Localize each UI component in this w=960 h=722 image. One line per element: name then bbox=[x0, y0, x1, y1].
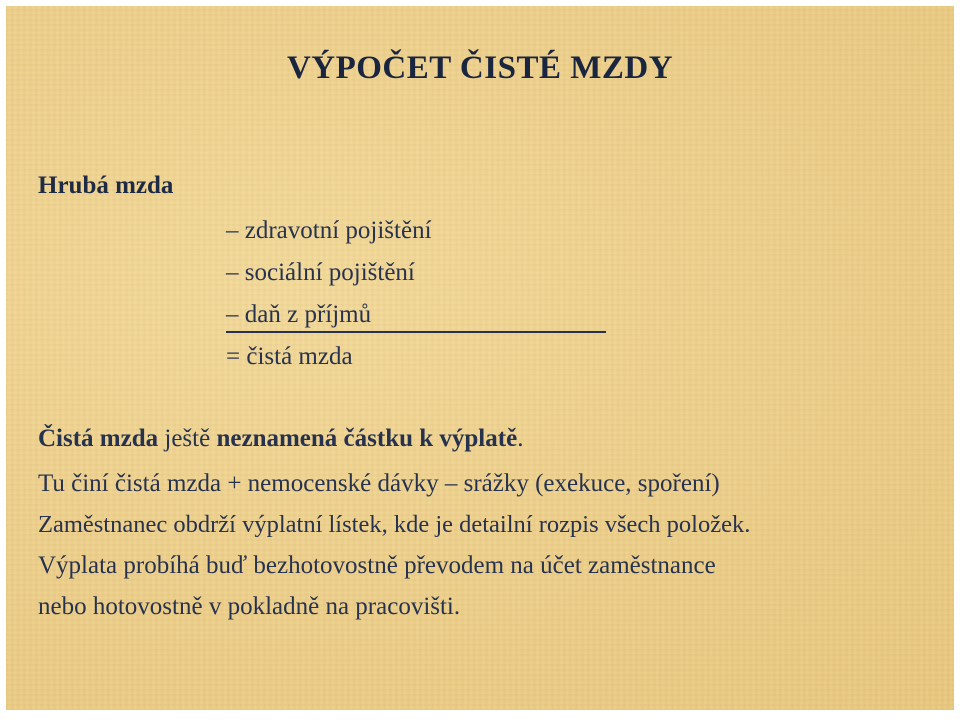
slide bbox=[6, 6, 954, 710]
slide-title: VÝPOČET ČISTÉ MZDY bbox=[286, 50, 674, 86]
note-not-payout: neznamená částku k výplatě bbox=[216, 425, 518, 452]
text-line-payslip: Zaměstnanec obdrží výplatní lístek, kde je detailní rozpis všech položek. bbox=[38, 511, 751, 538]
deduction-health-insurance: – zdravotní pojištění bbox=[226, 217, 432, 244]
note-period: . bbox=[517, 425, 524, 452]
gross-wage-label: Hrubá mzda bbox=[38, 172, 174, 199]
net-wage-result: = čistá mzda bbox=[226, 343, 353, 370]
deduction-social-insurance: – sociální pojištění bbox=[226, 259, 415, 286]
note-net-wage: Čistá mzda bbox=[38, 425, 159, 452]
text-line-payment-method: Výplata probíhá buď bezhotovostně převodem na účet zaměstnance bbox=[38, 552, 716, 579]
net-wage-note bbox=[38, 425, 523, 453]
note-still: ještě bbox=[158, 425, 217, 452]
deduction-income-tax: – daň z příjmů bbox=[226, 301, 606, 333]
text-line-payout-formula: Tu činí čistá mzda + nemocenské dávky – srážky (exekuce, spoření) bbox=[38, 470, 720, 497]
text-line-cash-payment: nebo hotovostně v pokladně na pracovišti. bbox=[38, 593, 461, 620]
